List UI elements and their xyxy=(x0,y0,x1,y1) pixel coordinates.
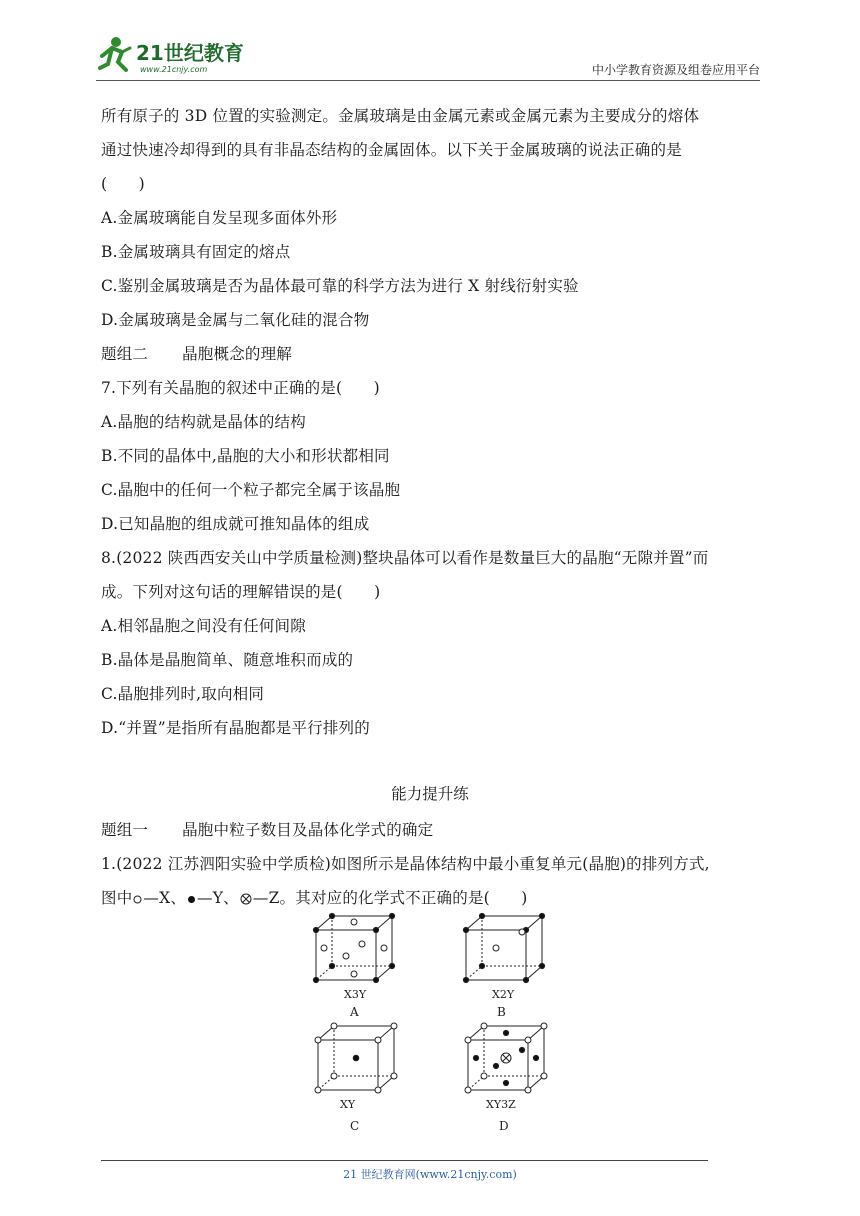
section-title: 能力提升练 xyxy=(391,785,469,803)
group2-label: 题组二 xyxy=(101,345,149,363)
q7-option-d: D.已知晶胞的组成就可推知晶体的组成 xyxy=(101,515,370,533)
runner-icon xyxy=(100,37,130,70)
unit-cell-b xyxy=(463,913,544,982)
unit-cell-a xyxy=(313,913,394,982)
cell-a-label: A xyxy=(350,1005,359,1019)
group1-heading xyxy=(101,818,433,840)
q6-stem-line3: ( ) xyxy=(101,175,145,193)
cell-c-formula: XY xyxy=(340,1098,356,1111)
unit-cell-d xyxy=(465,1023,547,1093)
header-divider xyxy=(96,80,760,81)
filled-circle-icon xyxy=(186,894,197,905)
q1-stem-line1: 1.(2022 江苏泗阳实验中学质检)如图所示是晶体结构中最小重复单元(晶胞)的排列方式, xyxy=(101,855,710,873)
cell-b-label: B xyxy=(497,1005,506,1019)
q6-option-b: B.金属玻璃具有固定的熔点 xyxy=(101,243,291,261)
cell-a-formula: X3Y xyxy=(344,988,367,1001)
cell-b-formula: X2Y xyxy=(492,988,515,1001)
footer-divider xyxy=(101,1160,708,1161)
q7-stem: 7.下列有关晶胞的叙述中正确的是( ) xyxy=(101,379,380,397)
group2-heading xyxy=(101,342,292,364)
cell-d-label: D xyxy=(499,1119,509,1133)
footer-text: 21 世纪教育网(www.21cnjy.com) xyxy=(343,1168,517,1181)
platform-name: 中小学教育资源及组卷应用平台 xyxy=(591,63,760,77)
svg-text:21世纪教育: 21世纪教育 xyxy=(136,41,244,65)
q8-stem-line2: 成。下列对这句话的理解错误的是( ) xyxy=(101,583,381,601)
q7-option-c: C.晶胞中的任何一个粒子都完全属于该晶胞 xyxy=(101,481,401,499)
q8-option-c: C.晶胞排列时,取向相同 xyxy=(101,685,265,703)
group1-title: 晶胞中粒子数目及晶体化学式的确定 xyxy=(182,821,434,839)
q8-option-a: A.相邻晶胞之间没有任何间隙 xyxy=(101,617,306,635)
q8-option-d: D.“并置”是指所有晶胞都是平行排列的 xyxy=(101,719,370,737)
q6-option-c: C.鉴别金属玻璃是否为晶体最可靠的科学方法为进行 X 射线衍射实验 xyxy=(101,277,579,295)
q6-option-a: A.金属玻璃能自发呈现多面体外形 xyxy=(101,209,338,227)
svg-text:www.21cnjy.com: www.21cnjy.com xyxy=(140,65,208,74)
unit-cell-figure xyxy=(300,908,560,1143)
cell-c-label: C xyxy=(350,1119,360,1133)
q7-option-a: A.晶胞的结构就是晶体的结构 xyxy=(101,413,306,431)
open-circle-icon xyxy=(132,894,143,905)
page-header xyxy=(96,30,760,80)
q8-stem-line1: 8.(2022 陕西西安关山中学质量检测)整块晶体可以看作是数量巨大的晶胞“无隙并置”而 xyxy=(101,549,709,567)
group1-label: 题组一 xyxy=(101,821,149,839)
q6-option-d: D.金属玻璃是金属与二氧化硅的混合物 xyxy=(101,311,370,329)
q6-stem-line2: 通过快速冷却得到的具有非晶态结构的金属固体。以下关于金属玻璃的说法正确的是 xyxy=(101,141,682,159)
unit-cell-c xyxy=(315,1023,397,1093)
q8-option-b: B.晶体是晶胞简单、随意堆积而成的 xyxy=(101,651,354,669)
group2-title: 晶胞概念的理解 xyxy=(182,345,293,363)
crossed-circle-icon xyxy=(239,892,253,906)
logo xyxy=(96,34,266,76)
q1-stem-line2: 图中 —X、 —Y、 —Z。其对应的化学式不正确的是( ) xyxy=(101,889,528,907)
cell-d-formula: XY3Z xyxy=(486,1098,516,1111)
q7-option-b: B.不同的晶体中,晶胞的大小和形状都相同 xyxy=(101,447,390,465)
q6-stem-line1: 所有原子的 3D 位置的实验测定。金属玻璃是由金属元素或金属元素为主要成分的熔体 xyxy=(101,107,700,125)
